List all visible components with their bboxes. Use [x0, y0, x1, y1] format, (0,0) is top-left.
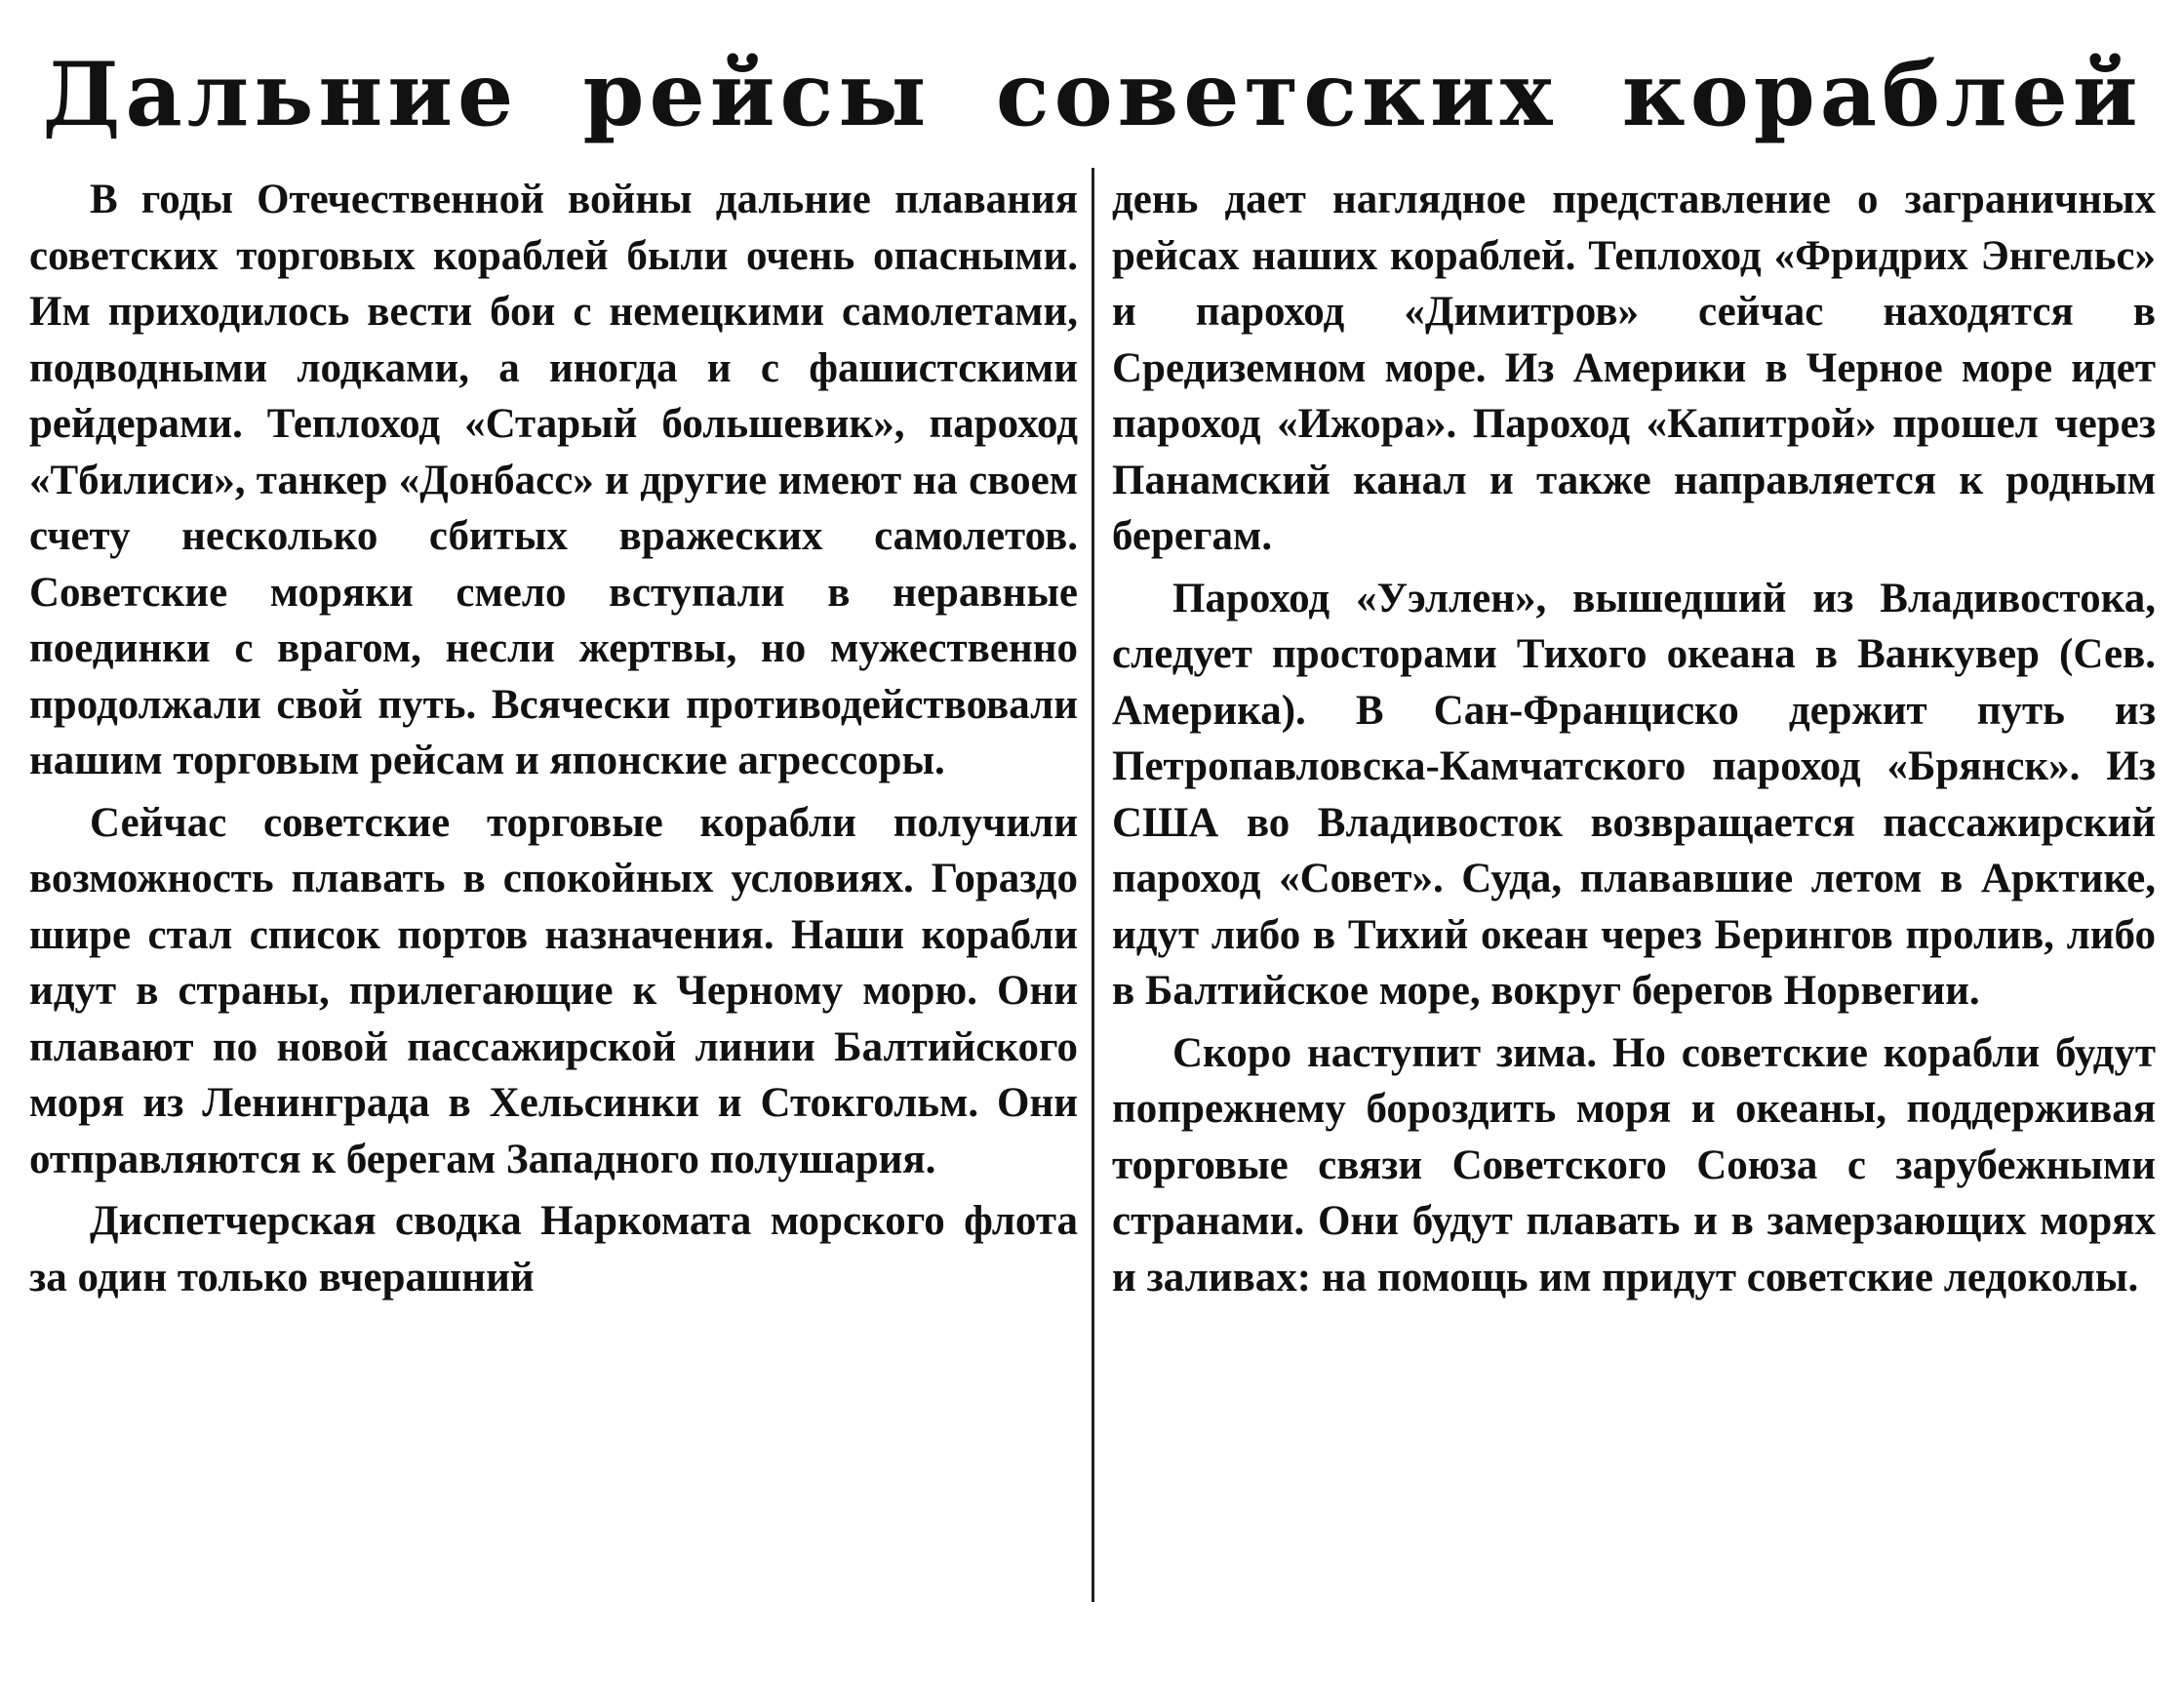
- paragraph: Сейчас советские торговые корабли получили возможность плавать в спокойных условиях. Гораздо шире стал список портов назначения. Наши корабли идут в страны, прилегающие к Черному морю. Они плавают по новой пассажирской линии Балтийского моря из Ленинграда в Хельсинки и Стокгольм. Они отправляются к берегам Западного полушария.: [29, 799, 1078, 1182]
- paragraph: день дает наглядное представление о заграничных рейсах наших кораблей. Теплоход «Фридрих Энгельс» и пароход «Димитров» сейчас находятся в Средиземном море. Из Америки в Черное море идет пароход «Ижора». Пароход «Капитрой» прошел через Панамский канал и также направляется к родным берегам.: [1112, 177, 2156, 559]
- left-column: [29, 172, 1078, 1311]
- paragraph: В годы Отечественной войны дальние плавания советских торговых кораблей были очень опасными. Им приходилось вести бои с немецкими самолетами, подводными лодками, а иногда и с фашистскими рейдерами. Теплоход «Старый большевик», пароход «Тбилиси», танкер «Донбасс» и другие имеют на своем счету несколько сбитых вражеских самолетов. Советские моряки смело вступали в неравные поединки с врагом, несли жертвы, но мужественно продолжали свой путь. Всячески противодействовали нашим торговым рейсам и японские агрессоры.: [29, 177, 1078, 783]
- column-divider: [1092, 168, 1094, 1602]
- paragraph: Скоро наступит зима. Но советские корабли будут попрежнему бороздить моря и океаны, поддерживая торговые связи Советского Союза с зарубежными странами. Они будут плавать и в замерзающих морях и заливах: на помощь им придут советские ледоколы.: [1112, 1029, 2156, 1301]
- paragraph: Диспетчерская сводка Наркомата морского флота за один только вчерашний: [29, 1198, 1078, 1301]
- paragraph: Пароход «Уэллен», вышедший из Владивостока, следует просторами Тихого океана в Ванкувер (Сев. Америка). В Сан-Франциско держит путь из Петропавловска-Камчатского пароход «Брянск». Из США во Владивосток возвращается пассажирский пароход «Совет». Суда, плававшие летом в Арктике, идут либо в Тихий океан через Берингов пролив, либо в Балтийское море, вокруг берегов Норвегии.: [1112, 575, 2156, 1014]
- article-headline: Дальние рейсы советских кораблей: [42, 43, 2143, 146]
- right-column: [1112, 172, 2156, 1311]
